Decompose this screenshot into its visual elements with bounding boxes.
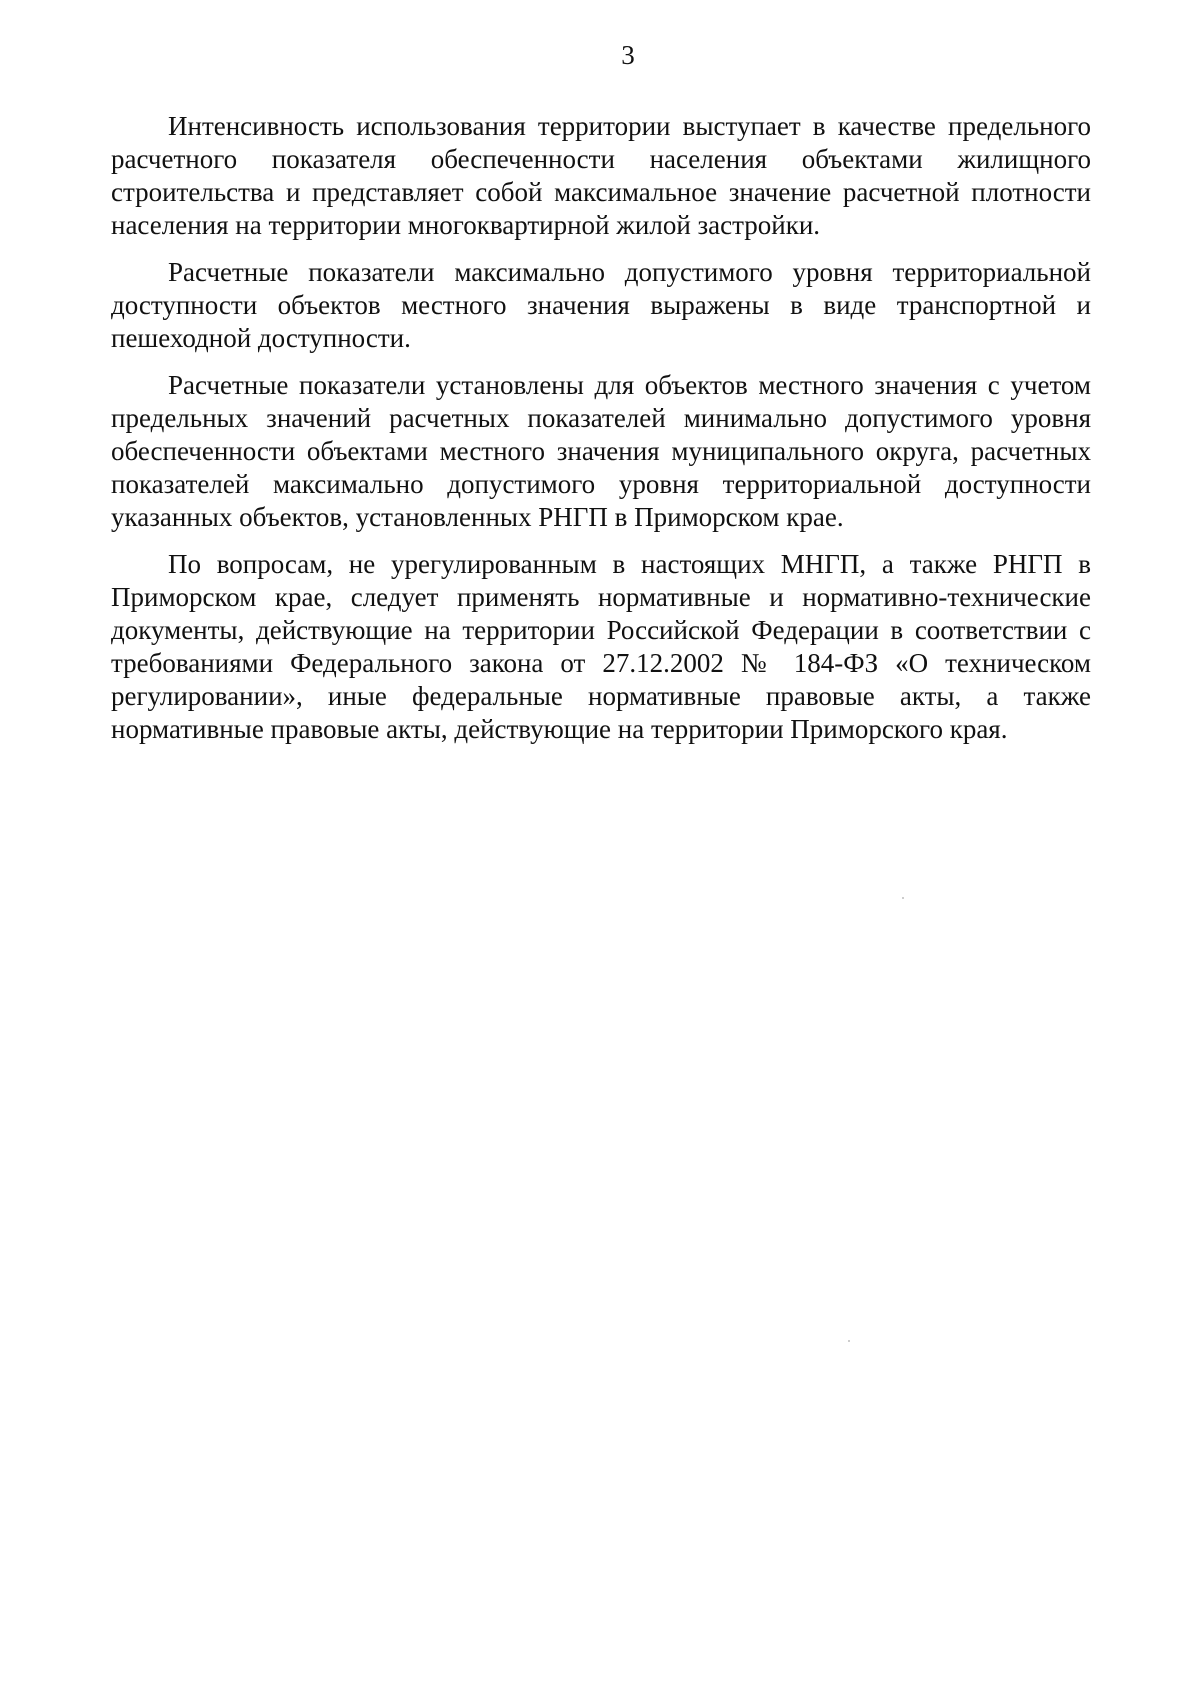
paragraph-established-indicators: Расчетные показатели установлены для объектов местного значения с учетом предельных значений расчетных показателей минимально допустимого уровня обеспеченности объектами местного значения муниципального округа, расчетных показателей максимально допустимого уровня территориальной доступности указанных объектов, установленных РНГП в Приморском крае. (111, 370, 1091, 532)
paragraph-accessibility-indicators: Расчетные показатели максимально допустимого уровня территориальной доступности объектов местного значения выражены в виде транспортной и пешеходной доступности. (111, 257, 1091, 353)
paragraph-territory-intensity: Интенсивность использования территории выступает в качестве предельного расчетного показателя обеспеченности населения объектами жилищного строительства и представляет собой максимальное значение расчетной плотности населения на территории многоквартирной жилой застройки. (111, 111, 1091, 240)
document-body (111, 110, 1091, 746)
paragraph-unregulated-issues: По вопросам, не урегулированным в настоящих МНГП, а также РНГП в Приморском крае, следует применять нормативные и нормативно-технические документы, действующие на территории Российской Федерации в соответствии с требованиями Федерального закона от 27.12.2002 № 184-ФЗ «О техническом регулировании», иные федеральные нормативные правовые акты, а также нормативные правовые акты, действующие на территории Приморского края. (111, 549, 1091, 744)
scan-artifact (902, 897, 904, 899)
scan-artifact (848, 1340, 850, 1342)
page-number: 3 (621, 40, 635, 70)
